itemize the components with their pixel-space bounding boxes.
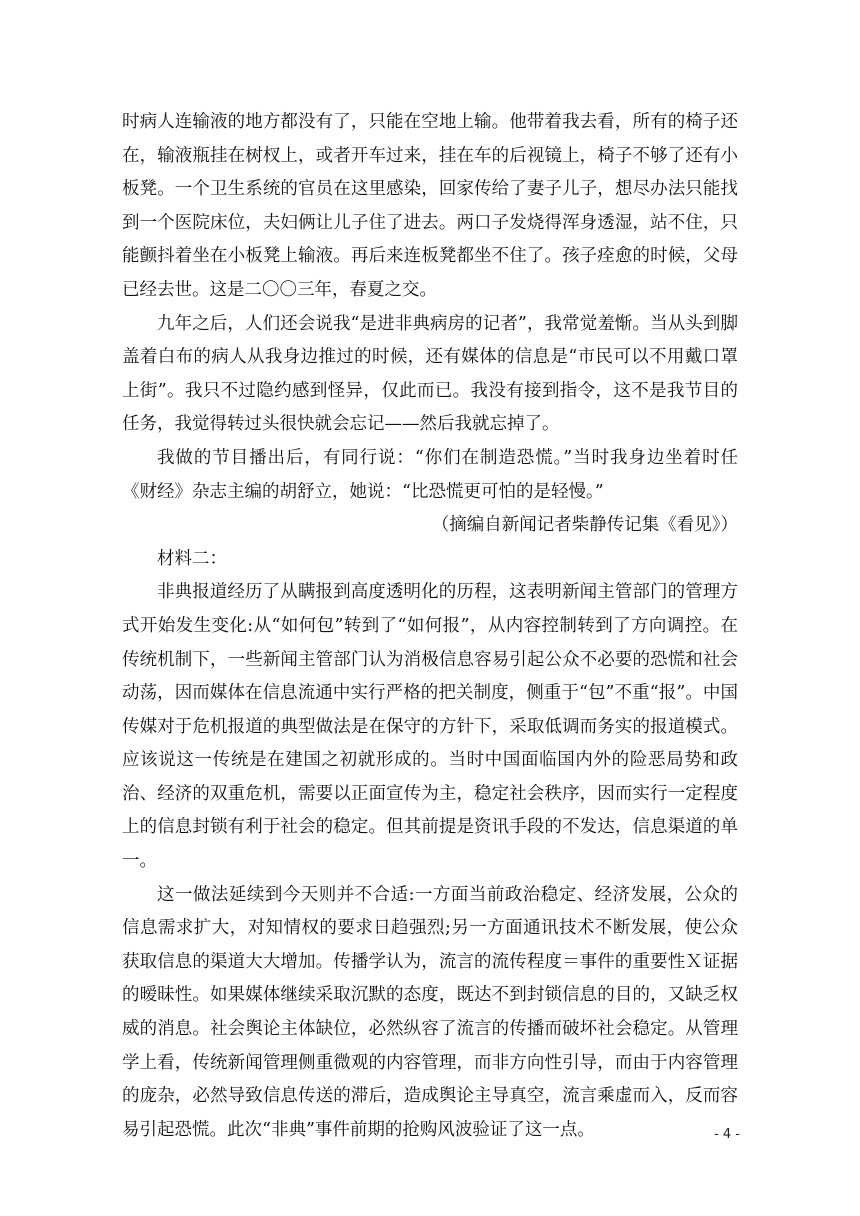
paragraph-today-practice: 这一做法延续到今天则并不合适:一方面当前政治稳定、经济发展，公众的信息需求扩大，对知情权的要求日趋强烈;另一方面通讯技术不断发展，使公众获取信息的渠道大大增加。传播学认为，流言的流传程度＝事件的重要性Ｘ证据的暧昧性。如果媒体继续采取沉默的态度，既达不到封锁信息的目的，又缺乏权威的消息。社会舆论主体缺位，必然纵容了流言的传播而破坏社会稳定。从管理学上看，传统新闻管理侧重微观的内容管理，而非方向性引导，而由于内容管理的庞杂，必然导致信息传送的滞后，造成舆论主导真空，流言乘虚而入，反而容易引起恐慌。此次“非典”事件前期的抢购风波验证了这一点。 (122, 884, 738, 1140)
material-two-heading: 材料二： (157, 548, 227, 569)
paragraph-nine-years-later: 九年之后，人们还会说我“是进非典病房的记者”，我常觉羞惭。当从头到脚盖着白布的病人从我身边推过的时候，还有媒体的信息是“市民可以不用戴口罩上街”。我只不过隐约感到怪异，仅此而已。我没有接到指令，这不是我节目的任务，我觉得转过头很快就会忘记——然后我就忘掉了。 (122, 313, 738, 435)
paragraph-program-aired: 我做的节目播出后，有同行说：“你们在制造恐慌。”当时我身边坐着时任《财经》杂志主编的胡舒立，她说：“比恐慌更可怕的是轻慢。” (122, 447, 738, 502)
paragraph-continued: 时病人连输液的地方都没有了，只能在空地上输。他带着我去看，所有的椅子还在，输液瓶挂在树杈上，或者开车过来，挂在车的后视镜上，椅子不够了还有小板凳。一个卫生系统的官员在这里感染，回家传给了妻子儿子，想尽办法只能找到一个医院床位，夫妇俩让儿子住了进去。两口子发烧得浑身透湿，站不住，只能颤抖着坐在小板凳上输液。再后来连板凳都坐不住了。孩子痊愈的时候，父母已经去世。这是二〇〇三年，春夏之交。 (122, 112, 738, 300)
source-citation: （摘编自新闻记者柴静传记集《看见》） (431, 515, 738, 536)
page-number: - 4 - (714, 1127, 740, 1142)
text-body (122, 106, 738, 1147)
paragraph-sars-reporting: 非典报道经历了从瞒报到高度透明化的历程，这表明新闻主管部门的管理方式开始发生变化:从“如何包”转到了“如何报”，从内容控制转到了方向调控。在传统机制下，一些新闻主管部门认为消极信息容易引起公众不必要的恐慌和社会动荡，因而媒体在信息流通中实行严格的把关制度，侧重于“包”不重“报”。中国传媒对于危机报道的典型做法是在保守的方针下，采取低调而务实的报道模式。应该说这一传统是在建国之初就形成的。当时中国面临国内外的险恶局势和政治、经济的双重危机，需要以正面宣传为主，稳定社会秩序，因而实行一定程度上的信息封锁有利于社会的稳定。但其前提是资讯手段的不发达，信息渠道的单一。 (122, 582, 738, 872)
